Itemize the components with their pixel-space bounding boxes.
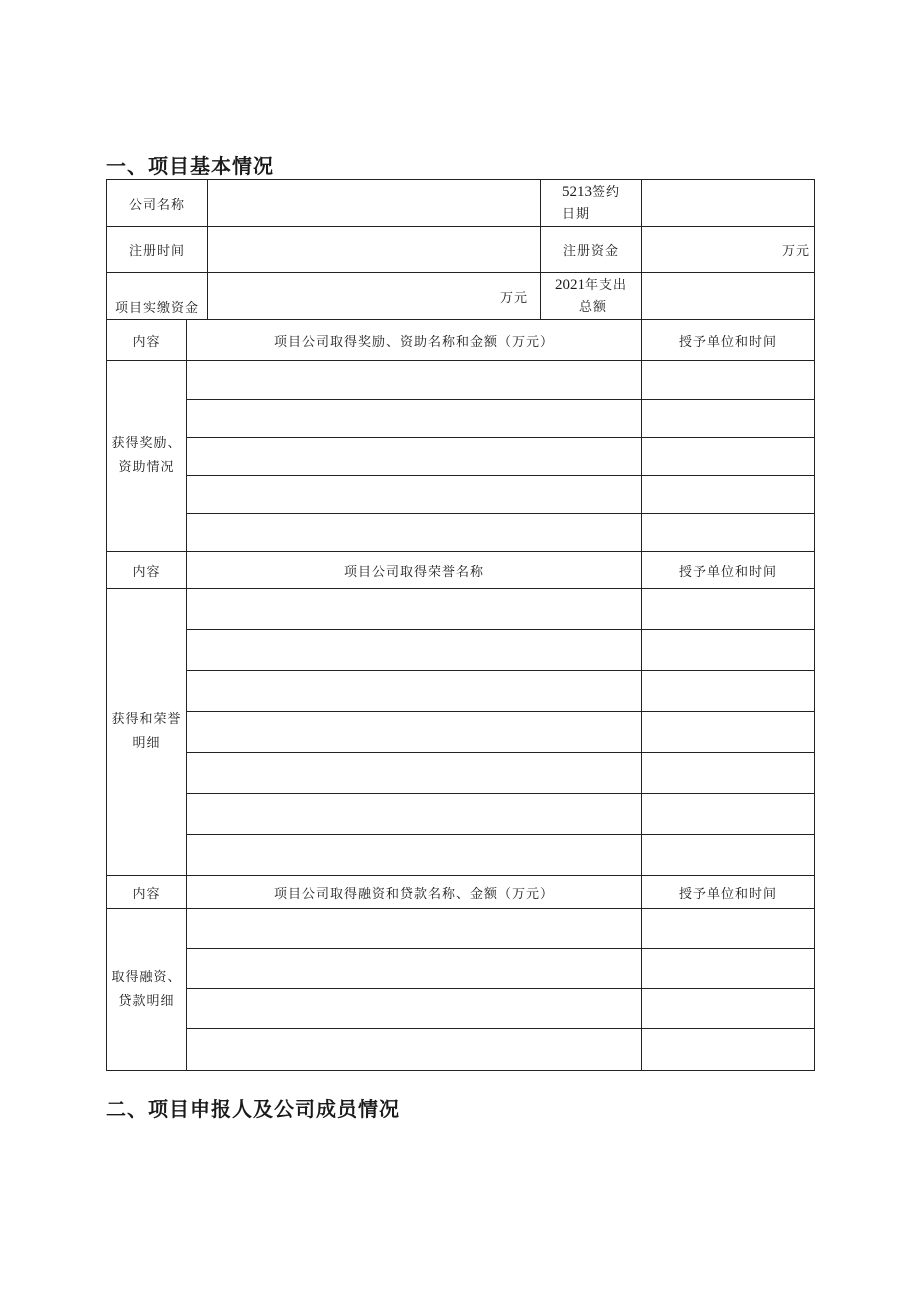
table-row	[107, 753, 815, 794]
project-info-table	[106, 179, 815, 1071]
grant-unit-cell[interactable]	[642, 909, 815, 949]
table-row	[107, 361, 815, 400]
grant-unit-cell[interactable]	[642, 1029, 815, 1071]
awards-header-row	[107, 320, 815, 361]
table-row	[107, 1029, 815, 1071]
table-row	[107, 400, 815, 438]
award-name-header: 项目公司取得奖励、资助名称和金额（万元）	[187, 320, 642, 361]
table-row	[107, 180, 815, 227]
sign-date-label: 5213签约 日期	[541, 180, 642, 227]
table-row	[107, 835, 815, 876]
table-row	[107, 989, 815, 1029]
grant-unit-header: 授予单位和时间	[642, 320, 815, 361]
annual-expense-cell[interactable]	[642, 273, 815, 320]
grant-unit-cell[interactable]	[642, 794, 815, 835]
table-row	[107, 514, 815, 552]
financing-name-cell[interactable]	[187, 1029, 642, 1071]
grant-unit-cell[interactable]	[642, 630, 815, 671]
table-row	[107, 476, 815, 514]
award-name-cell[interactable]	[187, 400, 642, 438]
company-name-cell[interactable]	[208, 180, 541, 227]
grant-unit-cell[interactable]	[642, 712, 815, 753]
registered-capital-cell[interactable]	[642, 227, 815, 273]
sign-date-cell[interactable]	[642, 180, 815, 227]
table-row	[107, 949, 815, 989]
table-row	[107, 794, 815, 835]
grant-unit-cell[interactable]	[642, 949, 815, 989]
unit-label: 万元	[782, 244, 811, 259]
registration-time-cell[interactable]	[208, 227, 541, 273]
table-row	[107, 227, 815, 273]
table-row	[107, 438, 815, 476]
grant-unit-cell[interactable]	[642, 438, 815, 476]
grant-unit-header: 授予单位和时间	[642, 552, 815, 589]
grant-unit-cell[interactable]	[642, 835, 815, 876]
financing-row-label: 取得融资、 贷款明细	[107, 909, 187, 1071]
honor-name-cell[interactable]	[187, 835, 642, 876]
grant-unit-header: 授予单位和时间	[642, 876, 815, 909]
table-row	[107, 712, 815, 753]
honor-name-header: 项目公司取得荣誉名称	[187, 552, 642, 589]
registration-time-label: 注册时间	[107, 227, 208, 273]
honor-name-cell[interactable]	[187, 630, 642, 671]
financing-name-cell[interactable]	[187, 909, 642, 949]
honor-name-cell[interactable]	[187, 753, 642, 794]
table-row	[107, 589, 815, 630]
grant-unit-cell[interactable]	[642, 753, 815, 794]
table-row	[107, 671, 815, 712]
financing-header-row	[107, 876, 815, 909]
grant-unit-cell[interactable]	[642, 989, 815, 1029]
annual-expense-label: 2021年支出 总额	[541, 273, 642, 320]
content-header: 内容	[107, 552, 187, 589]
award-name-cell[interactable]	[187, 476, 642, 514]
honor-name-cell[interactable]	[187, 794, 642, 835]
section-title-basic-info: 一、项目基本情况	[106, 154, 274, 178]
honors-header-row	[107, 552, 815, 589]
unit-label: 万元	[500, 290, 529, 306]
paid-capital-cell[interactable]	[208, 273, 541, 320]
registered-capital-label: 注册资金	[541, 227, 642, 273]
table-row	[107, 909, 815, 949]
award-name-cell[interactable]	[187, 438, 642, 476]
table-row	[107, 630, 815, 671]
financing-name-cell[interactable]	[187, 949, 642, 989]
honor-name-cell[interactable]	[187, 671, 642, 712]
grant-unit-cell[interactable]	[642, 671, 815, 712]
grant-unit-cell[interactable]	[642, 361, 815, 400]
grant-unit-cell[interactable]	[642, 589, 815, 630]
content-header: 内容	[107, 320, 187, 361]
honor-name-cell[interactable]	[187, 589, 642, 630]
honor-name-cell[interactable]	[187, 712, 642, 753]
award-name-cell[interactable]	[187, 361, 642, 400]
table-row	[107, 273, 815, 320]
financing-name-header: 项目公司取得融资和贷款名称、金额（万元）	[187, 876, 642, 909]
award-name-cell[interactable]	[187, 514, 642, 552]
financing-name-cell[interactable]	[187, 989, 642, 1029]
grant-unit-cell[interactable]	[642, 476, 815, 514]
awards-row-label: 获得奖励、 资助情况	[107, 361, 187, 552]
grant-unit-cell[interactable]	[642, 400, 815, 438]
company-name-label: 公司名称	[107, 180, 208, 227]
section-title-applicants: 二、项目申报人及公司成员情况	[106, 1097, 400, 1121]
paid-capital-label: 项目实缴资金	[107, 273, 208, 320]
content-header: 内容	[107, 876, 187, 909]
honors-row-label: 获得和荣誉 明细	[107, 589, 187, 876]
grant-unit-cell[interactable]	[642, 514, 815, 552]
